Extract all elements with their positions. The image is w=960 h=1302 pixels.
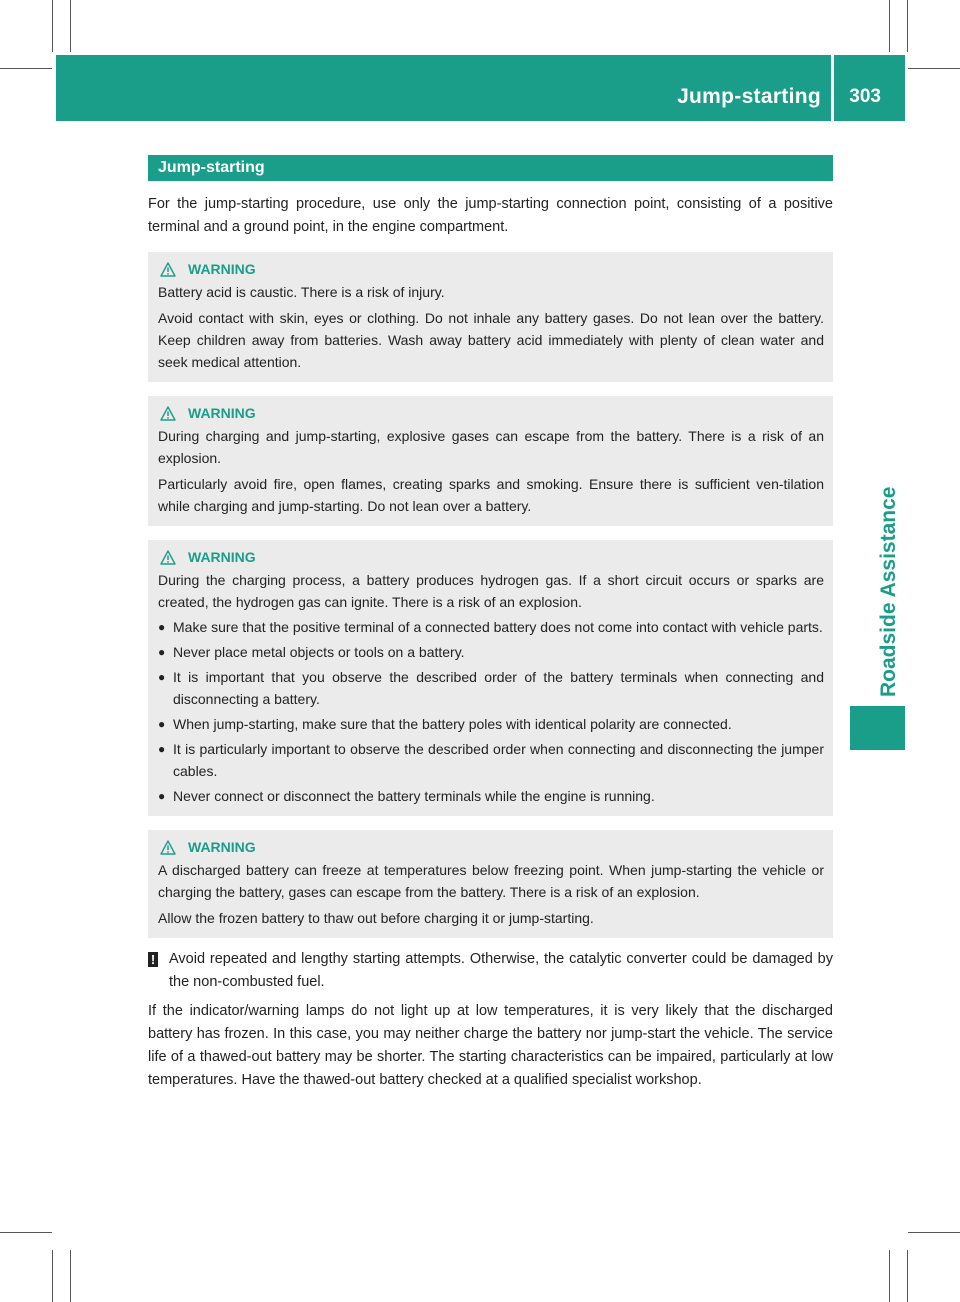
bullet-icon: ● (158, 742, 166, 756)
bullet-icon: ● (158, 670, 166, 684)
list-item-text: It is particularly important to observe the described order when connecting and disconnecting the jumper cables. (173, 741, 824, 779)
header-title: Jump-starting (677, 85, 821, 108)
list-item-text: When jump-starting, make sure that the battery poles with identical polarity are connected. (173, 716, 732, 732)
page-header (56, 55, 905, 121)
notice-block (148, 948, 833, 994)
crop-mark (889, 1250, 890, 1302)
warning-triangle-icon (160, 262, 176, 277)
list-item (158, 616, 824, 638)
crop-mark (70, 0, 71, 52)
warning-triangle-icon (160, 840, 176, 855)
closing-paragraph: If the indicator/warning lamps do not light up at low temperatures, it is very likely that the discharged battery has frozen. In this case, you may neither charge the battery nor jump-start the vehicle. The service life of a thawed-out battery may be shorter. The starting characteristics can be impaired, particularly at low temperatures. Have the thawed-out battery checked at a qualified specialist workshop. (148, 1003, 833, 1088)
warning-paragraph: Avoid contact with skin, eyes or clothing. Do not inhale any battery gases. Do not lean over the battery. Keep children away from batteries. Wash away battery acid immediately with plenty of clean water and seek medical attention. (158, 310, 824, 370)
bullet-icon: ● (158, 645, 166, 659)
warning-heading (158, 546, 824, 568)
crop-mark (907, 1250, 908, 1302)
crop-mark (0, 68, 52, 69)
warning-box (148, 540, 833, 816)
warning-paragraph: A discharged battery can freeze at temperatures below freezing point. When jump-starting the vehicle or charging the battery, gases can escape from the battery. There is a risk of an explosion. (158, 862, 824, 900)
bullet-icon: ● (158, 789, 166, 803)
crop-mark (52, 1250, 53, 1302)
warning-bullet-list (158, 616, 824, 807)
warning-label: WARNING (188, 405, 256, 421)
warning-triangle-icon (160, 406, 176, 421)
exclamation-icon: ! (148, 952, 158, 967)
bullet-icon: ● (158, 620, 166, 634)
warning-heading (158, 836, 824, 858)
notice-text: Avoid repeated and lengthy starting attempts. Otherwise, the catalytic converter could be damaged by the non-combusted fuel. (169, 951, 833, 990)
warning-paragraph: Allow the frozen battery to thaw out before charging it or jump-starting. (158, 910, 594, 926)
warning-box (148, 252, 833, 382)
main-content (148, 155, 833, 1092)
warning-paragraph: During charging and jump-starting, explosive gases can escape from the battery. There is a risk of an explosion. (158, 428, 824, 466)
list-item (158, 641, 824, 663)
list-item (158, 785, 824, 807)
warning-paragraph: During the charging process, a battery produces hydrogen gas. If a short circuit occurs or sparks are created, the hydrogen gas can ignite. There is a risk of an explosion. (158, 572, 824, 610)
side-tab-label: Roadside Assistance (877, 486, 900, 697)
list-item (158, 666, 824, 710)
bullet-icon: ● (158, 717, 166, 731)
warning-label: WARNING (188, 839, 256, 855)
warning-heading (158, 258, 824, 280)
warning-box (148, 396, 833, 526)
list-item-text: Make sure that the positive terminal of a connected battery does not come into contact with vehicle parts. (173, 619, 823, 635)
warning-paragraph: Particularly avoid fire, open flames, creating sparks and smoking. Ensure there is sufficient ven-tilation while charging and jump-starting. Do not lean over a battery. (158, 476, 824, 514)
section-heading: Jump-starting (148, 155, 833, 181)
warning-triangle-icon (160, 550, 176, 565)
warning-box (148, 830, 833, 938)
list-item (158, 713, 824, 735)
crop-mark (0, 1232, 52, 1233)
list-item (158, 738, 824, 782)
crop-mark (908, 1232, 960, 1233)
side-tab-marker (850, 706, 905, 750)
warning-heading (158, 402, 824, 424)
list-item-text: It is important that you observe the described order of the battery terminals when connecting and disconnecting a battery. (173, 669, 824, 707)
warning-label: WARNING (188, 549, 256, 565)
crop-mark (908, 68, 960, 69)
list-item-text: Never connect or disconnect the battery terminals while the engine is running. (173, 788, 655, 804)
warning-label: WARNING (188, 261, 256, 277)
warning-paragraph: Battery acid is caustic. There is a risk of injury. (158, 284, 445, 300)
crop-mark (70, 1250, 71, 1302)
intro-paragraph: For the jump-starting procedure, use only the jump-starting connection point, consisting of a positive terminal and a ground point, in the engine compartment. (148, 196, 833, 235)
header-divider (831, 55, 834, 121)
warnings-list (148, 252, 833, 938)
crop-mark (889, 0, 890, 52)
crop-mark (52, 0, 53, 52)
list-item-text: Never place metal objects or tools on a battery. (173, 644, 465, 660)
page-number: 303 (849, 86, 881, 107)
crop-mark (907, 0, 908, 52)
